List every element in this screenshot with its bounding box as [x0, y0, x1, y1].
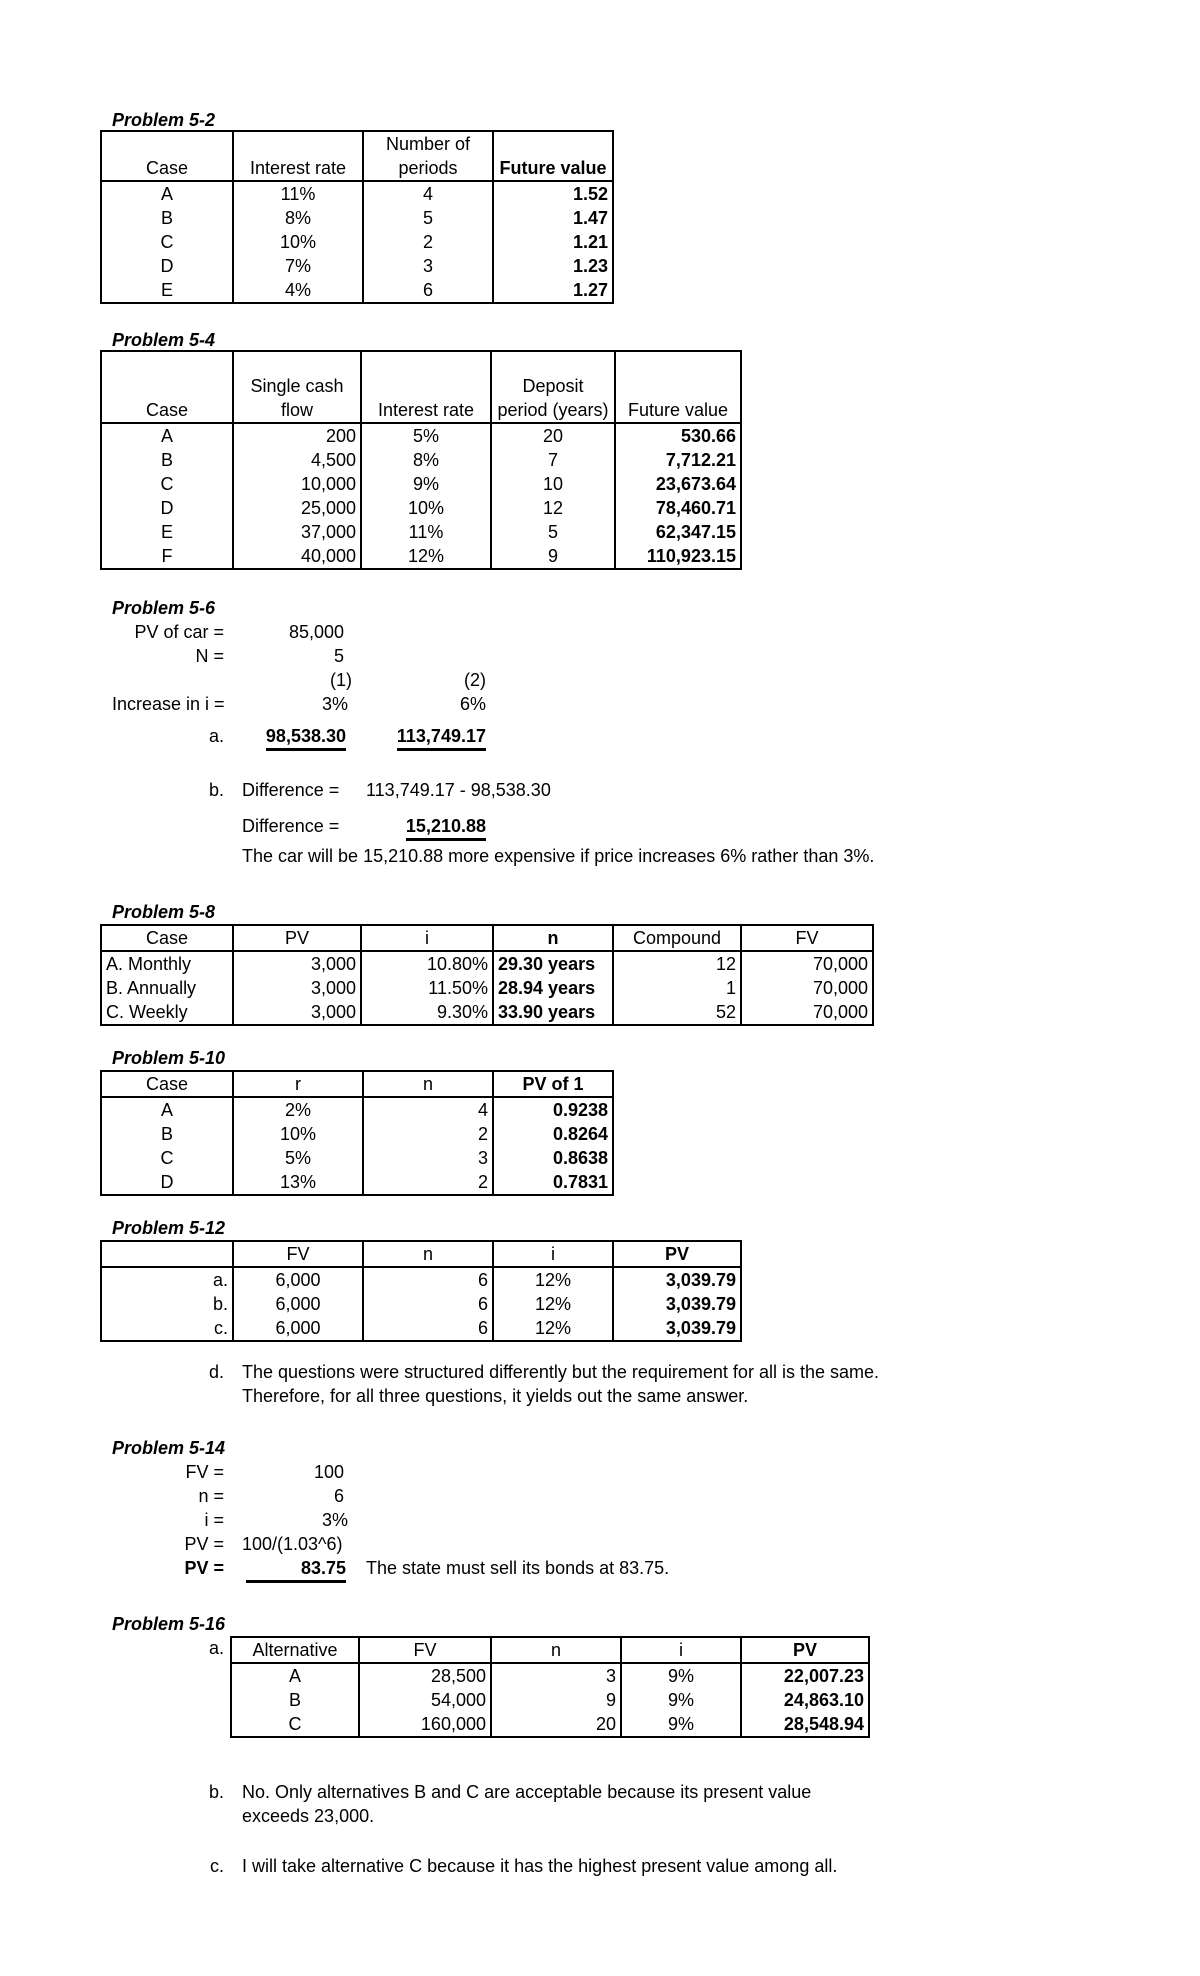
header-n: n	[493, 925, 613, 951]
table-row	[101, 1000, 873, 1025]
header-blank	[101, 1241, 233, 1267]
cell: D	[101, 254, 233, 278]
cell: 22,007.23	[741, 1663, 869, 1688]
cell: 4	[363, 181, 493, 206]
cell: C	[101, 1146, 233, 1170]
part-a-value-1-text: 98,538.30	[266, 726, 346, 751]
header-n: n	[363, 1071, 493, 1097]
cell: 11.50%	[361, 976, 493, 1000]
cell: 3,000	[233, 976, 361, 1000]
cell: 2%	[233, 1097, 363, 1122]
cell: 5	[363, 206, 493, 230]
header-i: i	[493, 1241, 613, 1267]
cell: 3,039.79	[613, 1316, 741, 1341]
header-case: Case	[101, 351, 233, 423]
difference-value-text: 15,210.88	[406, 816, 486, 841]
cell: 9.30%	[361, 1000, 493, 1025]
cell: 28.94 years	[493, 976, 613, 1000]
cell: 40,000	[233, 544, 361, 569]
table-row	[101, 206, 613, 230]
cell: c.	[101, 1316, 233, 1341]
part-b-line-2: exceeds 23,000.	[242, 1806, 375, 1826]
cell: E	[101, 520, 233, 544]
table-row	[101, 520, 741, 544]
cell: 9	[491, 544, 615, 569]
cell: D	[101, 1170, 233, 1195]
problem-5-16-table	[230, 1636, 870, 1738]
table-row	[101, 423, 741, 448]
part-d-line-1: The questions were structured differently but the requirement for all is the same.	[242, 1362, 879, 1382]
cell: 12%	[493, 1267, 613, 1292]
cell: 6	[363, 1292, 493, 1316]
fv-label: FV =	[185, 1462, 224, 1482]
cell: 20	[491, 1712, 621, 1737]
cell: B	[101, 206, 233, 230]
table-row	[101, 1267, 741, 1292]
table-row	[231, 1712, 869, 1737]
pv-result-value-text: 83.75	[246, 1558, 346, 1583]
header-compound: Compound	[613, 925, 741, 951]
header-pv: PV	[613, 1241, 741, 1267]
cell: 12%	[361, 544, 491, 569]
n-label: n =	[198, 1486, 224, 1506]
problem-5-12-title: Problem 5-12	[112, 1218, 226, 1238]
part-a-label: a.	[208, 1638, 224, 1658]
cell: 0.7831	[493, 1170, 613, 1195]
part-c-line-1: I will take alternative C because it has the highest present value among all.	[242, 1856, 838, 1876]
header-r: r	[233, 1071, 363, 1097]
table-row	[101, 472, 741, 496]
header-deposit-period: Deposit period (years)	[491, 351, 615, 423]
cell: 0.8638	[493, 1146, 613, 1170]
table-row	[101, 951, 873, 976]
cell: 6	[363, 1267, 493, 1292]
cell: 6,000	[233, 1316, 363, 1341]
cell: 24,863.10	[741, 1688, 869, 1712]
cell: 0.9238	[493, 1097, 613, 1122]
cell: C	[101, 472, 233, 496]
cell: 3,039.79	[613, 1292, 741, 1316]
increase-in-i-label: Increase in i =	[112, 694, 225, 714]
problem-5-8-title: Problem 5-8	[112, 902, 216, 922]
cell: B	[101, 448, 233, 472]
header-number-of-periods: Number of periods	[363, 131, 493, 181]
problem-5-8-table	[100, 924, 874, 1026]
header-case: Case	[101, 131, 233, 181]
problem-5-10-title: Problem 5-10	[112, 1048, 226, 1068]
table-row	[231, 1688, 869, 1712]
cell: A	[101, 181, 233, 206]
cell: 3	[363, 1146, 493, 1170]
cell: 12	[491, 496, 615, 520]
header-n: n	[363, 1241, 493, 1267]
cell: 11%	[361, 520, 491, 544]
cell: 1.27	[493, 278, 613, 303]
header-fv: FV	[741, 925, 873, 951]
increase-1-value: 3%	[321, 694, 348, 714]
header-future-value: Future value	[493, 131, 613, 181]
cell: 2	[363, 1122, 493, 1146]
cell: 4,500	[233, 448, 361, 472]
pv-label: PV =	[184, 1534, 224, 1554]
cell: 28,500	[359, 1663, 491, 1688]
cell: 530.66	[615, 423, 741, 448]
cell: A. Monthly	[101, 951, 233, 976]
header-pv: PV	[233, 925, 361, 951]
part-a-value-2	[362, 726, 486, 746]
sentence-pre: The car will be	[242, 846, 359, 866]
cell: B	[101, 1122, 233, 1146]
cell: 4%	[233, 278, 363, 303]
cell: 1.47	[493, 206, 613, 230]
cell: 5%	[361, 423, 491, 448]
table-row	[101, 278, 613, 303]
cell: 10%	[361, 496, 491, 520]
column-1-label: (1)	[330, 670, 352, 690]
cell: 160,000	[359, 1712, 491, 1737]
cell: 6	[363, 1316, 493, 1341]
cell: 10%	[233, 230, 363, 254]
pv-of-car-label: PV of car =	[134, 622, 224, 642]
table-row	[101, 976, 873, 1000]
sentence-post: more expensive if price increases 6% rather than 3%.	[448, 846, 875, 866]
cell: 3,039.79	[613, 1267, 741, 1292]
fv-value: 100	[313, 1462, 344, 1482]
cell: 5%	[233, 1146, 363, 1170]
table-row	[101, 1170, 613, 1195]
cell: 6,000	[233, 1292, 363, 1316]
pv-note: The state must sell its bonds at 83.75.	[366, 1558, 670, 1578]
cell: 1.52	[493, 181, 613, 206]
cell: C	[231, 1712, 359, 1737]
cell: B. Annually	[101, 976, 233, 1000]
cell: 25,000	[233, 496, 361, 520]
difference-value	[366, 816, 486, 836]
header-i: i	[621, 1637, 741, 1663]
cell: B	[231, 1688, 359, 1712]
cell: A	[101, 423, 233, 448]
cell: 7,712.21	[615, 448, 741, 472]
header-pv-of-1: PV of 1	[493, 1071, 613, 1097]
cell: 1.23	[493, 254, 613, 278]
cell: 28,548.94	[741, 1712, 869, 1737]
cell: 110,923.15	[615, 544, 741, 569]
cell: 9	[491, 1688, 621, 1712]
header-alternative: Alternative	[231, 1637, 359, 1663]
increase-2-value: 6%	[459, 694, 486, 714]
cell: 3,000	[233, 1000, 361, 1025]
cell: 3	[363, 254, 493, 278]
table-row	[101, 496, 741, 520]
table-row	[101, 544, 741, 569]
i-value: 3%	[321, 1510, 348, 1530]
cell: 8%	[361, 448, 491, 472]
table-row	[101, 230, 613, 254]
cell: 12%	[493, 1316, 613, 1341]
part-c-label: c.	[209, 1856, 224, 1876]
cell: 3,000	[233, 951, 361, 976]
cell: 9%	[621, 1663, 741, 1688]
part-a-value-2-text: 113,749.17	[397, 726, 486, 751]
cell: 29.30 years	[493, 951, 613, 976]
part-b-label: b.	[208, 780, 224, 800]
cell: A	[101, 1097, 233, 1122]
table-row	[101, 1292, 741, 1316]
part-a-label: a.	[208, 726, 224, 746]
header-interest-rate: Interest rate	[233, 131, 363, 181]
pv-formula: 100/(1.03^6)	[242, 1534, 343, 1554]
cell: 5	[491, 520, 615, 544]
part-a-value-1	[242, 726, 346, 746]
cell: 62,347.15	[615, 520, 741, 544]
header-fv: FV	[233, 1241, 363, 1267]
header-fv: FV	[359, 1637, 491, 1663]
header-future-value: Future value	[615, 351, 741, 423]
cell: 10%	[233, 1122, 363, 1146]
cell: 2	[363, 1170, 493, 1195]
column-2-label: (2)	[464, 670, 486, 690]
cell: F	[101, 544, 233, 569]
cell: 200	[233, 423, 361, 448]
cell: D	[101, 496, 233, 520]
problem-5-4-title: Problem 5-4	[112, 330, 216, 350]
part-d-label: d.	[208, 1362, 224, 1382]
cell: 33.90 years	[493, 1000, 613, 1025]
cell: 6	[363, 278, 493, 303]
cell: 10,000	[233, 472, 361, 496]
header-case: Case	[101, 1071, 233, 1097]
cell: C	[101, 230, 233, 254]
cell: 12	[613, 951, 741, 976]
difference-label: Difference =	[242, 780, 340, 800]
cell: A	[231, 1663, 359, 1688]
cell: 10	[491, 472, 615, 496]
conclusion-sentence	[242, 846, 874, 866]
cell: 3	[491, 1663, 621, 1688]
pv-result-label: PV =	[184, 1558, 224, 1578]
cell: 70,000	[741, 1000, 873, 1025]
cell: 7%	[233, 254, 363, 278]
n-label: N =	[195, 646, 224, 666]
problem-5-16-title: Problem 5-16	[112, 1614, 226, 1634]
cell: 70,000	[741, 976, 873, 1000]
cell: 23,673.64	[615, 472, 741, 496]
cell: 9%	[361, 472, 491, 496]
cell: C. Weekly	[101, 1000, 233, 1025]
i-label: i =	[204, 1510, 224, 1530]
cell: 52	[613, 1000, 741, 1025]
header-case: Case	[101, 925, 233, 951]
cell: 13%	[233, 1170, 363, 1195]
part-b-line-1: No. Only alternatives B and C are acceptable because its present value	[242, 1782, 812, 1802]
header-interest-rate: Interest rate	[361, 351, 491, 423]
cell: 11%	[233, 181, 363, 206]
n-value: 6	[333, 1486, 344, 1506]
header-i: i	[361, 925, 493, 951]
cell: 37,000	[233, 520, 361, 544]
table-row	[101, 1097, 613, 1122]
table-row	[101, 254, 613, 278]
part-b-label: b.	[208, 1782, 224, 1802]
cell: 78,460.71	[615, 496, 741, 520]
problem-5-10-table	[100, 1070, 614, 1196]
cell: 7	[491, 448, 615, 472]
table-row	[101, 1122, 613, 1146]
table-row	[101, 181, 613, 206]
problem-5-6-title: Problem 5-6	[112, 598, 216, 618]
problem-5-14-title: Problem 5-14	[112, 1438, 226, 1458]
cell: 1.21	[493, 230, 613, 254]
cell: 10.80%	[361, 951, 493, 976]
problem-5-12-table	[100, 1240, 742, 1342]
sentence-value: 15,210.88	[363, 846, 444, 866]
cell: 70,000	[741, 951, 873, 976]
cell: 6,000	[233, 1267, 363, 1292]
problem-5-2-table	[100, 130, 614, 304]
cell: 20	[491, 423, 615, 448]
header-single-cash-flow: Single cash flow	[233, 351, 361, 423]
cell: 8%	[233, 206, 363, 230]
header-n: n	[491, 1637, 621, 1663]
n-value: 5	[333, 646, 344, 666]
difference-expression: 113,749.17 - 98,538.30	[366, 780, 551, 800]
cell: 9%	[621, 1688, 741, 1712]
cell: 4	[363, 1097, 493, 1122]
problem-5-4-table	[100, 350, 742, 570]
cell: b.	[101, 1292, 233, 1316]
cell: 2	[363, 230, 493, 254]
difference-label-2: Difference =	[242, 816, 340, 836]
cell: 0.8264	[493, 1122, 613, 1146]
pv-result-value	[242, 1558, 346, 1583]
cell: E	[101, 278, 233, 303]
cell: 54,000	[359, 1688, 491, 1712]
pv-of-car-value: 85,000	[288, 622, 344, 642]
cell: a.	[101, 1267, 233, 1292]
cell: 1	[613, 976, 741, 1000]
cell: 12%	[493, 1292, 613, 1316]
cell: 9%	[621, 1712, 741, 1737]
table-row	[101, 1316, 741, 1341]
table-row	[101, 1146, 613, 1170]
header-pv: PV	[741, 1637, 869, 1663]
table-row	[101, 448, 741, 472]
part-d-line-2: Therefore, for all three questions, it yields out the same answer.	[242, 1386, 749, 1406]
table-row	[231, 1663, 869, 1688]
problem-5-2-title: Problem 5-2	[112, 110, 216, 130]
